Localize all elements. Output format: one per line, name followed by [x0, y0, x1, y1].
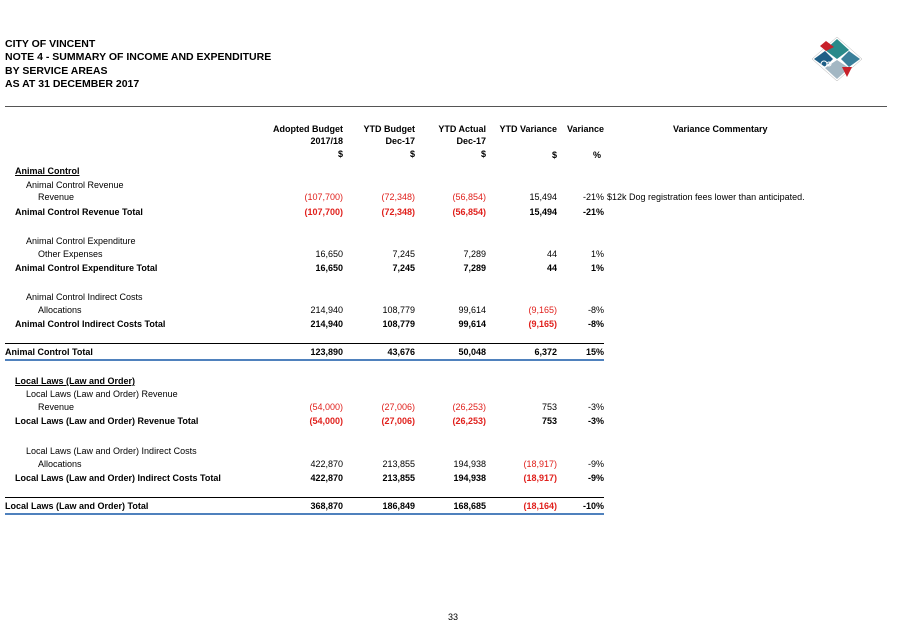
report-org: CITY OF VINCENT: [5, 38, 96, 50]
grand-total-row: Animal Control Total 123,890 43,676 50,048 6,372 15%: [5, 347, 604, 357]
col-header-commentary: Variance Commentary: [673, 124, 768, 134]
section-animal-control: Animal Control: [15, 166, 80, 176]
table-row: Other Expenses 16,650 7,245 7,289 44 1%: [38, 249, 604, 259]
page-number: 33: [448, 612, 459, 622]
subtotal-row: Local Laws (Law and Order) Revenue Total (54,000) (27,006) (26,253) 753 -3%: [15, 416, 604, 426]
section-rule: [5, 513, 604, 515]
header-divider: [5, 106, 887, 107]
total-rule: [5, 497, 604, 498]
subtotal-row: Local Laws (Law and Order) Indirect Costs Total 422,870 213,855 194,938 (18,917) -9%: [15, 473, 604, 483]
report-date: AS AT 31 DECEMBER 2017: [5, 77, 140, 90]
total-rule: [5, 343, 604, 344]
section-local-laws: Local Laws (Law and Order): [15, 376, 136, 386]
col-header-ytd-actual: YTD Actual Dec-17 $: [438, 124, 486, 159]
group-label: Animal Control Revenue: [26, 180, 124, 190]
subtotal-row: Animal Control Indirect Costs Total 214,940 108,779 99,614 (9,165) -8%: [15, 319, 604, 329]
table-row: Revenue (54,000) (27,006) (26,253) 753 -3%: [38, 402, 604, 412]
report-header: [5, 38, 271, 91]
subtotal-row: Animal Control Expenditure Total 16,650 7,245 7,289 44 1%: [15, 263, 604, 273]
group-label: Local Laws (Law and Order) Indirect Costs: [26, 446, 197, 456]
grand-total-row: Local Laws (Law and Order) Total 368,870 186,849 168,685 (18,164) -10%: [5, 501, 604, 511]
report-title: NOTE 4 - SUMMARY OF INCOME AND EXPENDITURE: [5, 51, 272, 64]
col-header-ytd-variance: YTD Variance $: [499, 124, 557, 160]
subtotal-row: Animal Control Revenue Total (107,700) (72,348) (56,854) 15,494 -21%: [15, 207, 604, 217]
group-label: Animal Control Indirect Costs: [26, 292, 143, 302]
table-row: Revenue (107,700) (72,348) (56,854) 15,494 -21% $12k Dog registration fees lower than anticipated.: [38, 192, 805, 202]
variance-comment: $12k Dog registration fees lower than anticipated.: [607, 192, 805, 202]
group-label: Animal Control Expenditure: [26, 236, 136, 246]
table-row: Allocations 214,940 108,779 99,614 (9,165) -8%: [38, 305, 604, 315]
city-logo-icon: [812, 37, 862, 81]
col-header-ytd-budget: YTD Budget Dec-17 $: [363, 124, 415, 159]
report-subtitle: BY SERVICE AREAS: [5, 64, 108, 77]
group-label: Local Laws (Law and Order) Revenue: [26, 389, 178, 399]
col-header-adopted: Adopted Budget 2017/18 $: [273, 124, 343, 159]
table-row: Allocations 422,870 213,855 194,938 (18,917) -9%: [38, 459, 604, 469]
col-header-variance: Variance %: [566, 124, 604, 160]
section-rule: [5, 359, 604, 361]
